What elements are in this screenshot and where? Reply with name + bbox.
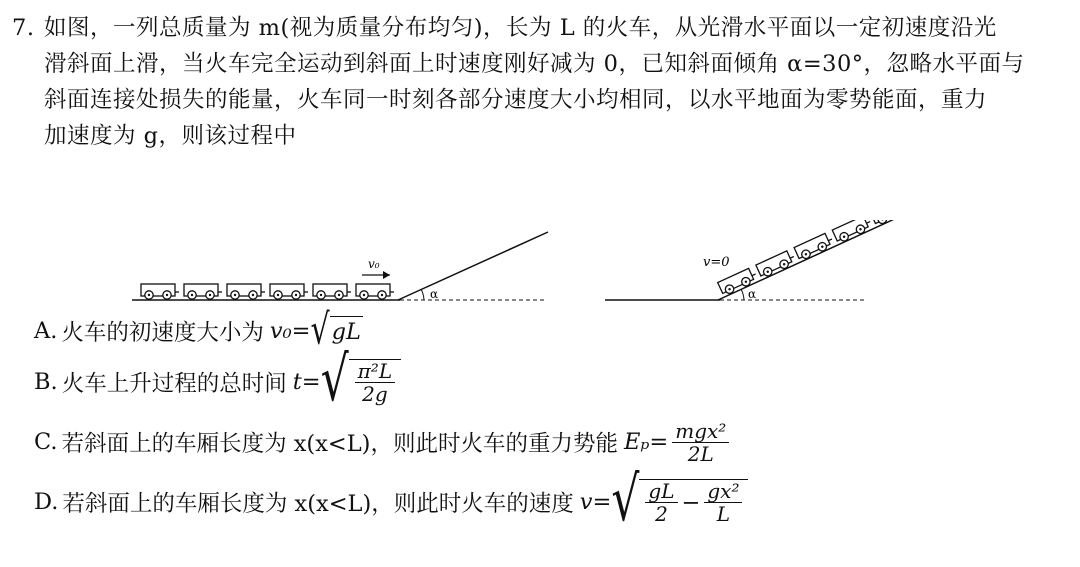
option-d-letter: D. xyxy=(34,489,59,515)
incline-line-left xyxy=(398,232,548,300)
right-diagram xyxy=(605,220,975,301)
velocity-label-right: v=0 xyxy=(703,255,730,270)
option-b-numerator: π²L xyxy=(355,360,395,383)
option-b-lhs: t= xyxy=(292,369,321,395)
answer-options xyxy=(34,305,748,536)
left-cart-2 xyxy=(184,284,222,299)
option-d-fraction-1 xyxy=(645,480,677,525)
angle-label-right: α xyxy=(748,287,757,301)
radical-sign: √ xyxy=(310,305,330,355)
option-c-fraction xyxy=(672,420,729,465)
question-number: 7. xyxy=(12,15,35,41)
option-b-denominator: 2g xyxy=(362,382,388,406)
option-a-letter: A. xyxy=(34,318,58,344)
option-d-numerator-2: gx² xyxy=(704,480,742,503)
option-c-denominator: 2L xyxy=(687,441,714,466)
option-a-radicand: gL xyxy=(330,316,363,346)
option-d-text: 若斜面上的车厢长度为 x(x<L)，则此时火车的速度 xyxy=(62,491,574,517)
option-c-numerator: mgx² xyxy=(672,420,729,443)
option-b-sqrt xyxy=(320,344,402,416)
angle-arc-left xyxy=(421,289,424,300)
option-b[interactable] xyxy=(34,344,748,416)
question-line-3: 斜面连接处损失的能量，火车同一时刻各部分速度大小均相同，以水平地面为零势能面，重力 xyxy=(44,87,988,113)
left-cart-1 xyxy=(141,284,179,299)
option-d-denominator-1: 2 xyxy=(655,502,668,526)
question-line-2: 滑斜面上滑，当火车完全运动到斜面上时速度刚好减为 0，已知斜面倾角 α=30°，忽略水平面与 xyxy=(44,51,1025,77)
left-train xyxy=(141,284,394,299)
left-diagram xyxy=(132,232,548,301)
right-cart-3 xyxy=(794,232,835,262)
left-cart-5 xyxy=(313,284,351,299)
option-d-denominator-2: L xyxy=(716,502,731,526)
option-a-lhs: v₀= xyxy=(269,318,311,344)
option-c-letter: C. xyxy=(34,429,58,455)
question-line-1: 如图，一列总质量为 m(视为质量分布均匀)，长为 L 的火车，从光滑水平面以一定初速度沿光 xyxy=(44,15,997,41)
option-a-sqrt xyxy=(310,305,363,355)
right-cart-2 xyxy=(756,249,797,279)
train-figure xyxy=(120,220,1020,310)
question-line-4: 加速度为 g，则该过程中 xyxy=(44,123,297,149)
option-d-numerator-1: gL xyxy=(645,480,677,503)
option-a[interactable] xyxy=(34,305,748,355)
radical-sign: √ xyxy=(320,344,349,416)
option-d-lhs: v= xyxy=(579,489,612,515)
option-c[interactable] xyxy=(34,412,748,472)
option-d[interactable] xyxy=(34,464,748,536)
option-b-letter: B. xyxy=(34,369,58,395)
left-cart-3 xyxy=(227,284,265,299)
angle-arc-right xyxy=(741,289,744,300)
arrowhead-left xyxy=(383,271,390,279)
option-a-text: 火车的初速度大小为 xyxy=(61,320,264,346)
left-cart-6 xyxy=(356,284,394,299)
angle-label-left: α xyxy=(430,287,439,301)
option-b-fraction xyxy=(355,360,395,405)
radical-sign: √ xyxy=(611,464,640,536)
option-d-sqrt xyxy=(611,464,748,536)
option-d-fraction-2 xyxy=(704,480,742,525)
left-cart-4 xyxy=(270,284,308,299)
question-stem xyxy=(12,10,1072,154)
option-c-lhs: Eₚ= xyxy=(623,429,669,455)
option-d-minus: − xyxy=(681,489,701,516)
velocity-label-left: v₀ xyxy=(368,257,380,271)
incline-line-right xyxy=(718,220,975,300)
option-c-text: 若斜面上的车厢长度为 x(x<L)，则此时火车的重力势能 xyxy=(61,431,618,457)
option-b-text: 火车上升过程的总时间 xyxy=(61,371,287,397)
